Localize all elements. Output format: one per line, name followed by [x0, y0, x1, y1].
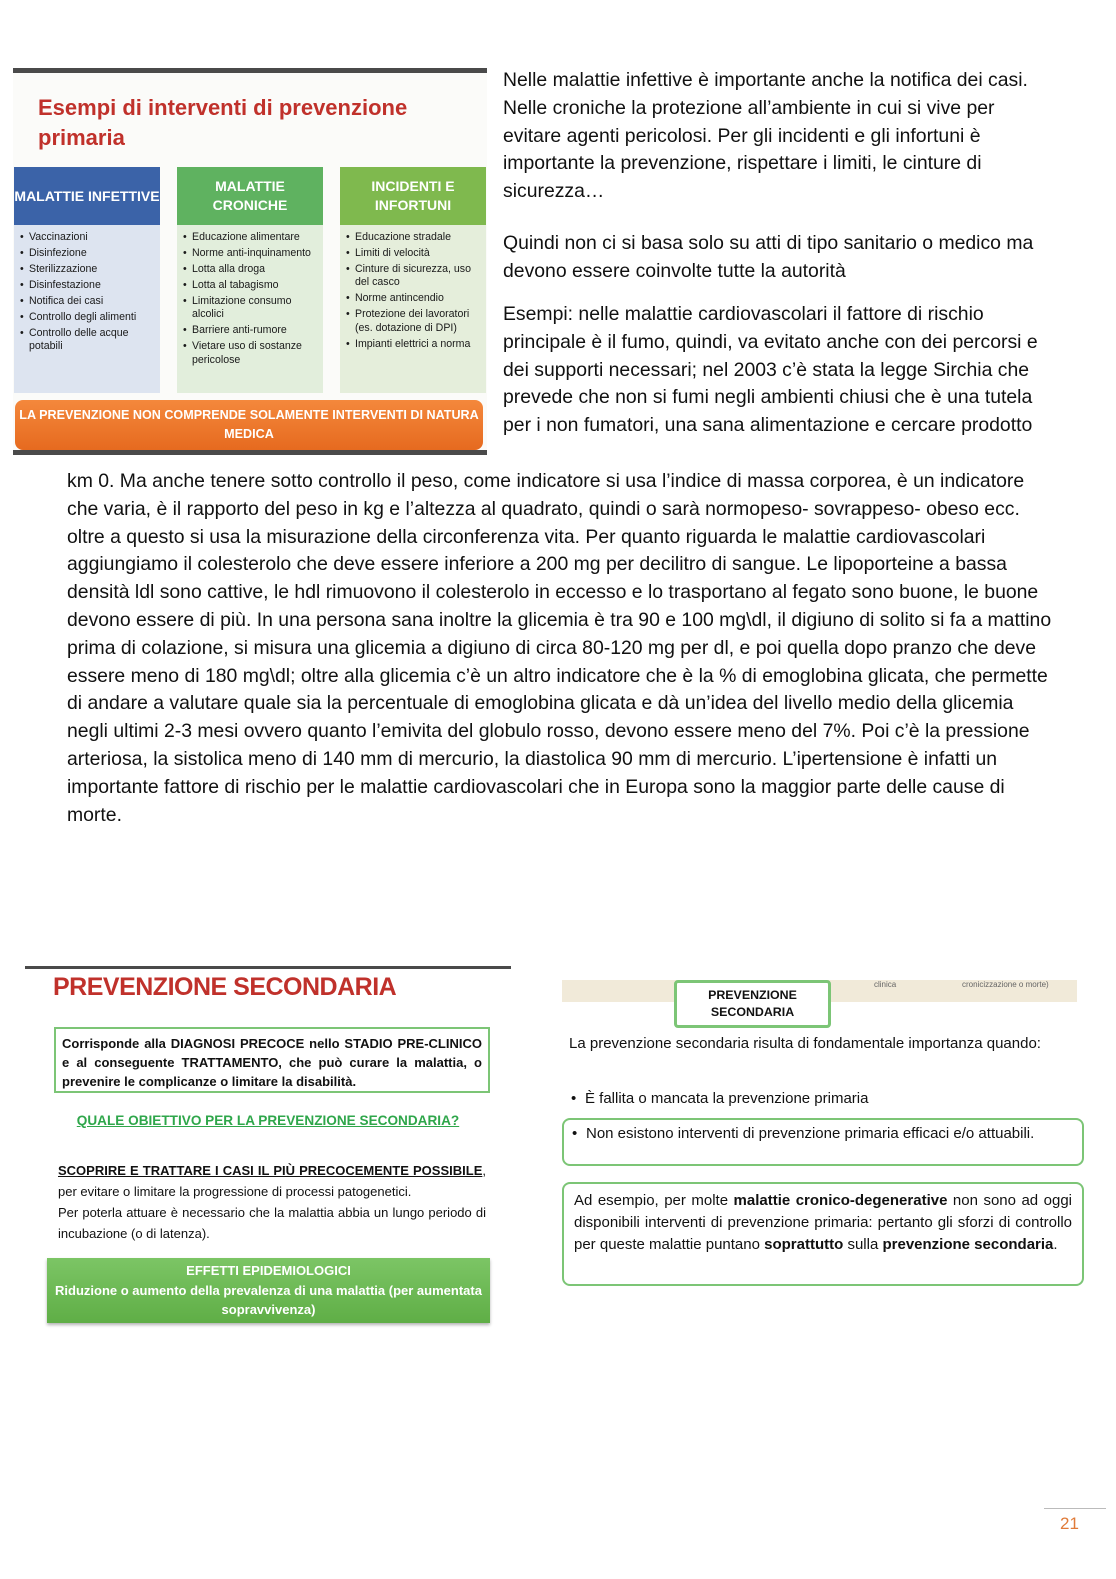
banner-text: Riduzione o aumento della prevalenza di una malattia (per aumentata sopravvivenza)	[55, 1282, 482, 1318]
slide-title: Esempi di interventi di prevenzione primaria	[38, 95, 408, 150]
goal-text	[58, 1160, 486, 1244]
list-item: • Impianti elettrici a norma	[346, 338, 482, 351]
paragraph: km 0. Ma anche tenere sotto controllo il peso, come indicatore si usa l’indice di massa corporea, è un indicatore che varia, è il rapporto del peso in kg e l’altezza al quadrato, quindi o sarà normopeso- sovrappeso- obeso ecc. oltre a questo si usa la misurazione della circonferenza vita. Per quanto riguarda le malattie cardiovascolari aggiungiamo il colesterolo che deve essere inferiore a 200 mg per decilitro di sangue. Le lipoporteine a bassa densità ldl sono cattive, le hdl rimuovono il colesterolo in eccesso e lo trasportano al fegato sono buone, le buone devono essere di più. In una persona sana inoltre la glicemia è tra 90 e 100 mg\dl, il digiuno di solito si fa a mattino prima di colazione, si misura una glicemia a digiuno di circa 80-120 mg per dl, e poi quella dopo pranzo che deve essere meno di 180 mg\dl; oltre alla glicemia c’è un altro indicatore che è la % di emoglobina glicata, che permette di andare a valutare quale sia la percentuale di emoglobina glicata e dà un’idea del livello medio della glicemia negli ultimi 2-3 mesi ovvero quanto l’emivita del globulo rosso, devono essere meno del 7%. Poi c’è la pressione arteriosa, la sistolica meno di 140 mm di mercurio, la diastolica 90 mm di mercurio. L’ipertensione è infatti un importante fattore di rischio per le malattie cardiovascolari che in Europa sono la maggior parte delle cause di morte.	[67, 470, 1052, 826]
definition-box: Corrisponde alla DIAGNOSI PRECOCE nello STADIO PRE-CLINICO e al conseguente TRATTAMENTO, che può curare la malattia, o prevenire le complicanze o limitare la disabilità.	[54, 1027, 490, 1093]
goal-note: Per poterla attuare è necessario che la malattia abbia un lungo periodo di incubazione (o di latenza).	[58, 1205, 486, 1241]
page-number: 21	[1060, 1514, 1079, 1533]
paragraph: Quindi non ci si basa solo su atti di tipo sanitario o medico ma devono essere coinvolte tutte la autorità	[503, 232, 1034, 282]
epidemiology-banner	[47, 1258, 490, 1323]
secondary-prevention-detail-slide	[560, 978, 1088, 1290]
primary-prevention-slide	[13, 68, 487, 455]
list-item: • Disinfestazione	[20, 279, 156, 292]
slide-banner: LA PREVENZIONE NON COMPRENDE SOLAMENTE INTERVENTI DI NATURA MEDICA	[15, 400, 483, 450]
section-tab: PREVENZIONE SECONDARIA	[674, 980, 831, 1028]
strip-label: cronicizzazione o morte)	[962, 980, 1049, 989]
list-item: • Lotta al tabagismo	[183, 279, 319, 292]
list-item: • Educazione alimentare	[183, 231, 319, 244]
list-item: • Cinture di sicurezza, uso del casco	[346, 263, 482, 290]
bullet-box: • Non esistono interventi di prevenzione primaria efficaci e/o attuabili.	[562, 1118, 1084, 1166]
question-heading: QUALE OBIETTIVO PER LA PREVENZIONE SECONDARIA?	[76, 1113, 460, 1128]
list-item: • Norme antincendio	[346, 292, 482, 305]
list-item: • Protezione dei lavoratori (es. dotazione di DPI)	[346, 308, 482, 335]
goal-bold: SCOPRIRE E TRATTARE I CASI IL PIÙ PRECOCEMENTE POSSIBILE	[58, 1163, 483, 1178]
list-item: • Vietare uso di sostanze pericolose	[183, 340, 319, 367]
goal-rest: , per evitare o limitare la progressione di processi patogenetici.	[58, 1163, 486, 1199]
intro-text: La prevenzione secondaria risulta di fondamentale importanza quando:	[569, 1035, 1041, 1052]
list-item: • Limiti di velocità	[346, 247, 482, 260]
banner-title: EFFETTI EPIDEMIOLOGICI	[186, 1263, 351, 1279]
paragraph: Nelle malattie infettive è importante anche la notifica dei casi. Nelle croniche la protezione all’ambiente in cui si vive per evitare agenti pericolosi. Per gli incidenti e gli infortuni è importante la prevenzione, rispettare i limiti, le cinture di sicurezza…	[503, 69, 1028, 203]
paragraph: Esempi: nelle malattie cardiovascolari il fattore di rischio principale è il fumo, quindi, va evitato anche con dei percorsi e dei supporti necessari; nel 2003 c’è stata la legge Sirchia che prevede che non si fumi negli ambienti chiusi che è una tutela per i non fumatori, una sana alimentazione e cercare prodotto	[503, 303, 1038, 437]
example-bold: prevenzione secondaria	[882, 1236, 1054, 1253]
list-item: • Vaccinazioni	[20, 231, 156, 244]
example-text: Ad esempio, per molte	[574, 1192, 734, 1209]
example-text: sulla	[843, 1236, 883, 1253]
list-item: • Limitazione consumo alcolici	[183, 295, 319, 322]
example-box	[562, 1182, 1084, 1286]
list-item: • Educazione stradale	[346, 231, 482, 244]
column-header: MALATTIE INFETTIVE	[14, 167, 160, 225]
slide-title: PREVENZIONE SECONDARIA	[53, 973, 397, 1001]
example-bold: soprattutto	[764, 1236, 844, 1253]
list-item: • Disinfezione	[20, 247, 156, 260]
strip-label: clinica	[874, 980, 897, 989]
list-item: • Notifica dei casi	[20, 295, 156, 308]
column-header: INCIDENTI E INFORTUNI	[340, 167, 486, 225]
example-text: non sono ad oggi disponibili interventi di prevenzione primaria: pertanto gli sforzi di controllo per queste malattie puntano	[574, 1192, 1072, 1253]
bullet-item: • È fallita o mancata la prevenzione primaria	[569, 1088, 1072, 1110]
column-header: MALATTIE CRONICHE	[177, 167, 323, 225]
example-bold: malattie cronico-degenerative	[733, 1192, 948, 1209]
secondary-prevention-slide	[25, 966, 511, 1331]
list-item: • Barriere anti-rumore	[183, 324, 319, 337]
footer-divider	[1044, 1508, 1106, 1509]
column-chronic	[177, 167, 323, 393]
column-accidents	[340, 167, 486, 393]
column-infectious	[14, 167, 160, 393]
list-item: • Sterilizzazione	[20, 263, 156, 276]
list-item: • Controllo delle acque potabili	[20, 327, 156, 354]
list-item: • Lotta alla droga	[183, 263, 319, 276]
example-text: .	[1053, 1236, 1058, 1253]
list-item: • Controllo degli alimenti	[20, 311, 156, 324]
list-item: • Norme anti-inquinamento	[183, 247, 319, 260]
